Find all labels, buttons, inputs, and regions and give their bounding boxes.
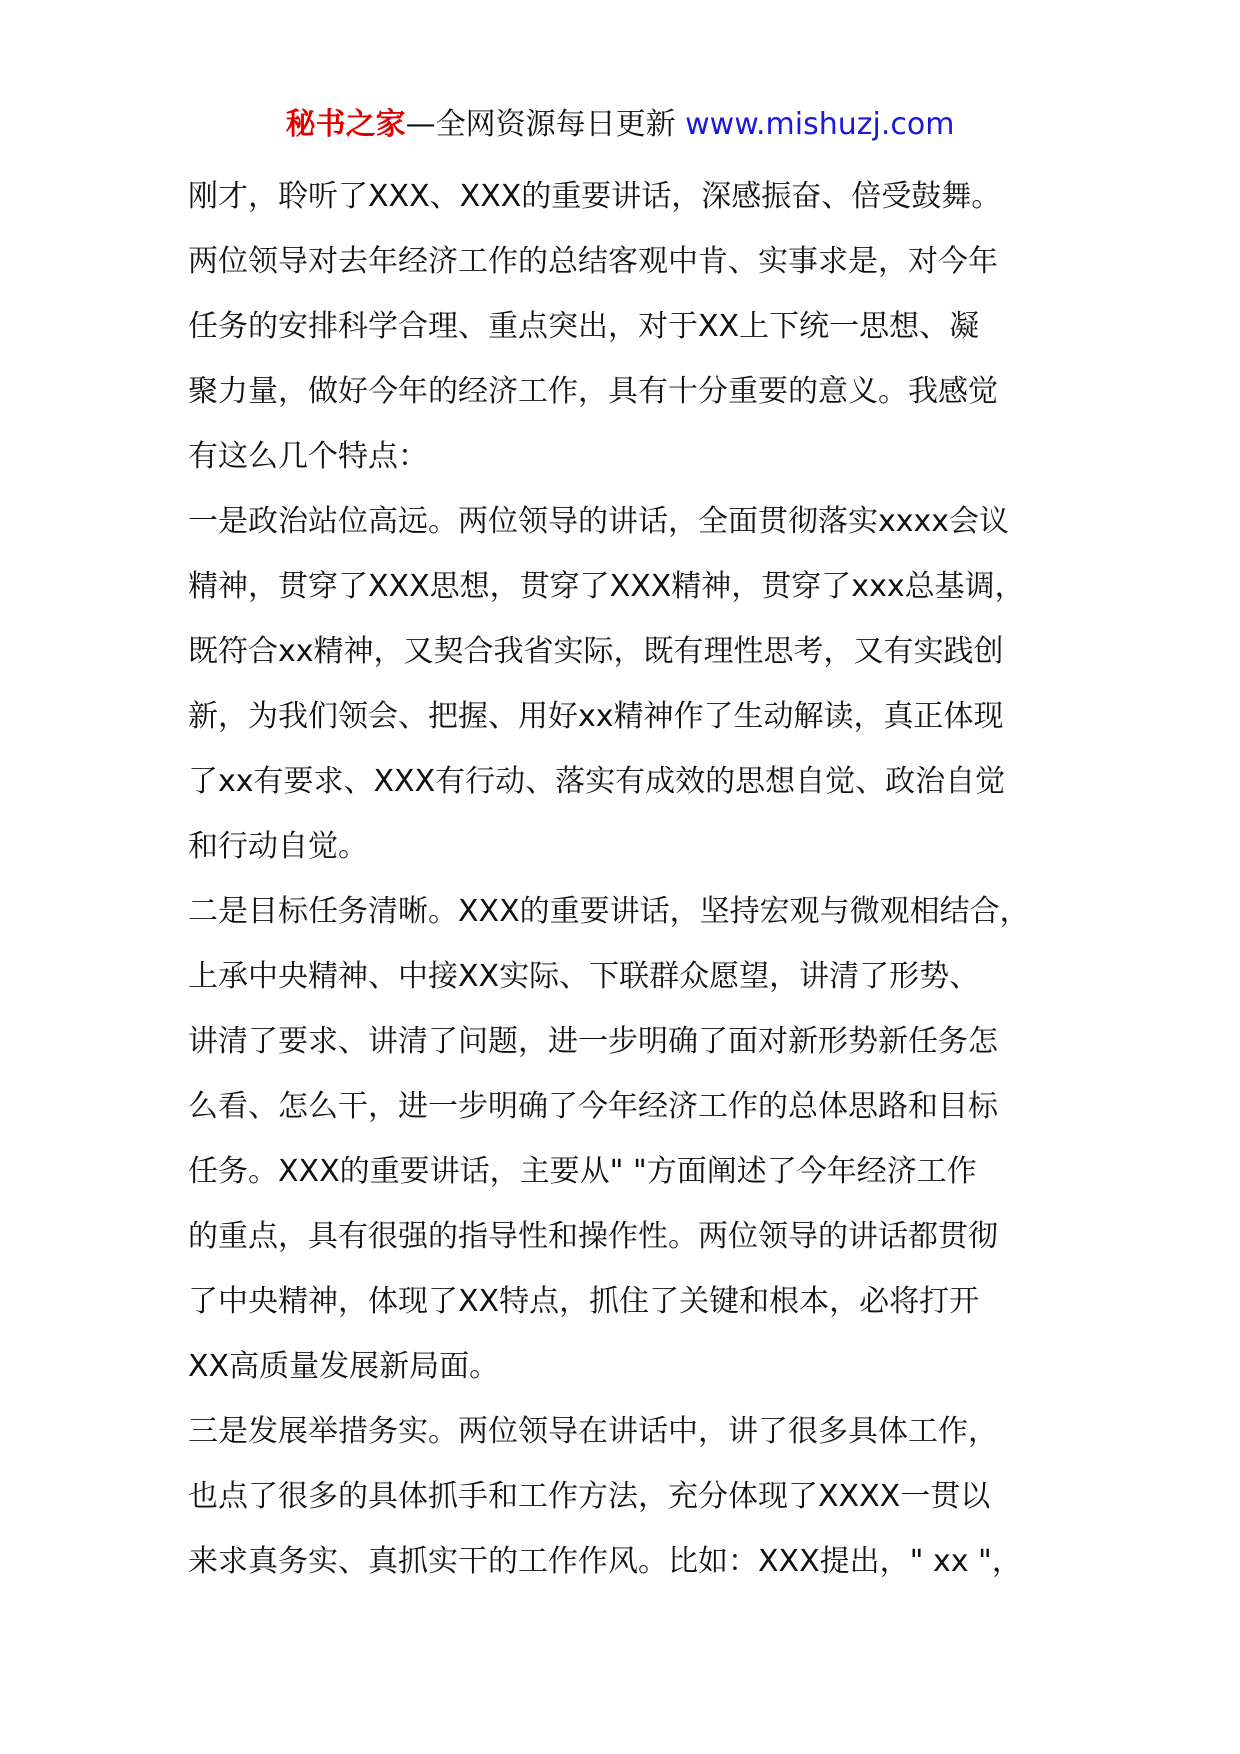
brand-name: 秘书之家 <box>285 107 406 142</box>
text-line: 有这么几个特点： <box>188 439 428 474</box>
text-line: 来求真务实、真抓实干的工作作风。比如：XXX提出，" xx "， <box>188 1544 1022 1579</box>
page-header <box>0 100 1240 150</box>
text-line: 任务。XXX的重要讲话，主要从" "方面阐述了今年经济工作 <box>188 1154 977 1189</box>
text-line: 两位领导对去年经济工作的总结客观中肯、实事求是，对今年 <box>188 244 998 279</box>
text-line: 上承中央精神、中接XX实际、下联群众愿望，讲清了形势、 <box>188 959 980 994</box>
text-line: 讲清了要求、讲清了问题，进一步明确了面对新形势新任务怎 <box>188 1024 998 1059</box>
text-line: 三是发展举措务实。两位领导在讲话中，讲了很多具体工作， <box>188 1414 998 1449</box>
site-url-link[interactable]: www.mishuzj.com <box>685 107 955 142</box>
text-line: 刚才，聆听了XXX、XXX的重要讲话，深感振奋、倍受鼓舞。 <box>188 179 1002 214</box>
text-line: 和行动自觉。 <box>188 829 368 864</box>
text-line: 么看、怎么干，进一步明确了今年经济工作的总体思路和目标 <box>188 1089 998 1124</box>
document-body <box>188 164 1088 1594</box>
text-line: 也点了很多的具体抓手和工作方法，充分体现了XXXX一贯以 <box>188 1479 991 1514</box>
text-line: 聚力量，做好今年的经济工作，具有十分重要的意义。我感觉 <box>188 374 998 409</box>
text-line: XX高质量发展新局面。 <box>188 1349 500 1384</box>
text-line: 了中央精神，体现了XX特点，抓住了关键和根本，必将打开 <box>188 1284 980 1319</box>
text-line: 的重点，具有很强的指导性和操作性。两位领导的讲话都贯彻 <box>188 1219 998 1254</box>
text-line: 了xx有要求、XXX有行动、落实有成效的思想自觉、政治自觉 <box>188 764 1006 799</box>
text-line: 精神，贯穿了XXX思想，贯穿了XXX精神，贯穿了xxx总基调， <box>188 569 1025 604</box>
header-tagline: —全网资源每日更新 <box>405 107 676 142</box>
text-line: 一是政治站位高远。两位领导的讲话，全面贯彻落实xxxx会议 <box>188 504 1010 539</box>
text-line: 任务的安排科学合理、重点突出，对于XX上下统一思想、凝 <box>188 309 980 344</box>
text-line: 新，为我们领会、把握、用好xx精神作了生动解读，真正体现 <box>188 699 1004 734</box>
text-line: 既符合xx精神，又契合我省实际，既有理性思考，又有实践创 <box>188 634 1004 669</box>
text-line: 二是目标任务清晰。XXX的重要讲话，坚持宏观与微观相结合， <box>188 894 1030 929</box>
